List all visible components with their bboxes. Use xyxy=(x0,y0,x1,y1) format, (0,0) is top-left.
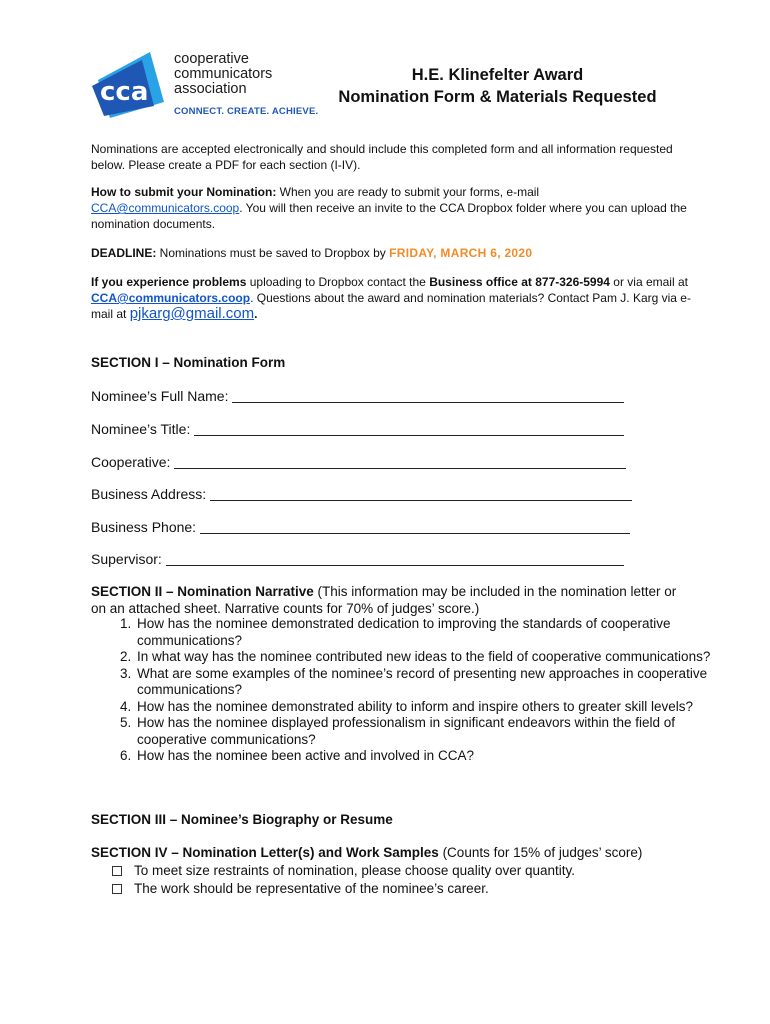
page-title xyxy=(320,64,675,108)
deadline-text: Nominations must be saved to Dropbox by xyxy=(156,246,390,260)
problems-text: uploading to Dropbox contact the xyxy=(246,275,430,289)
deadline-label: DEADLINE: xyxy=(91,246,157,260)
checklist-text: To meet size restraints of nomination, please choose quality over quantity. xyxy=(134,863,575,878)
deadline-paragraph xyxy=(91,245,691,261)
logo-tagline: CONNECT. CREATE. ACHIEVE. xyxy=(174,106,319,117)
section-3-title: SECTION III – Nominee’s Biography or Resume xyxy=(91,812,393,827)
problems-text: or via email at xyxy=(609,275,688,289)
list-item: 4. How has the nominee demonstrated ability to inform and inspire others to greater skill levels? xyxy=(135,699,735,716)
field-business-address[interactable] xyxy=(91,486,632,502)
problems-label: If you experience problems xyxy=(91,275,247,289)
field-blank-line[interactable] xyxy=(166,564,624,566)
section-2-title: SECTION II – Nomination Narrative xyxy=(91,584,314,599)
logo-line: communicators xyxy=(174,66,273,82)
section-1-title: SECTION I – Nomination Form xyxy=(91,355,286,370)
list-item: 2. In what way has the nominee contributed new ideas to the field of cooperative communications? xyxy=(135,649,735,666)
logo-brand: cca xyxy=(100,77,149,107)
cca-logo xyxy=(92,48,322,120)
field-supervisor[interactable] xyxy=(91,551,624,567)
section-4-intro xyxy=(91,845,691,862)
field-cooperative[interactable] xyxy=(91,454,626,470)
pjkarg-email-link[interactable]: pjkarg@gmail.com xyxy=(129,305,255,322)
field-blank-line[interactable] xyxy=(232,401,624,403)
section-2-intro xyxy=(91,584,691,617)
section-2-note: (This information may be included in the nomination letter or on an attached sheet. Narrative counts for 70% of judges’ score.) xyxy=(91,584,677,616)
field-label: Nominee’s Full Name: xyxy=(91,388,229,404)
submit-label: How to submit your Nomination: xyxy=(91,185,277,199)
section-4-title: SECTION IV – Nomination Letter(s) and Work Samples xyxy=(91,845,439,860)
field-label: Business Address: xyxy=(91,486,207,502)
field-title[interactable] xyxy=(91,421,624,437)
narrative-questions-list xyxy=(91,616,735,765)
checkbox[interactable] xyxy=(112,866,122,876)
field-blank-line[interactable] xyxy=(200,532,630,534)
logo-line: association xyxy=(174,81,247,97)
section-4-checklist xyxy=(112,862,575,898)
field-label: Cooperative: xyxy=(91,454,171,470)
field-business-phone[interactable] xyxy=(91,519,630,535)
cca-email-link-2[interactable]: CCA@communicators.coop xyxy=(91,291,251,305)
field-label: Business Phone: xyxy=(91,519,197,535)
logo-name xyxy=(174,52,272,97)
field-blank-line[interactable] xyxy=(210,499,632,501)
checkbox[interactable] xyxy=(112,884,122,894)
intro-paragraph: Nominations are accepted electronically and should include this completed form and all information requested below. Please create a PDF for each section (I-IV). xyxy=(91,142,673,172)
problems-paragraph xyxy=(91,274,691,322)
logo-line: cooperative xyxy=(174,51,249,67)
checklist-text: The work should be representative of the nominee’s career. xyxy=(134,881,489,896)
submit-text: . You will then receive an invite to the CCA Dropbox folder where you can upload the nomination documents. xyxy=(91,201,687,231)
list-item: 6. How has the nominee been active and involved in CCA? xyxy=(135,748,735,765)
checklist-item xyxy=(112,880,575,898)
field-label: Nominee’s Title: xyxy=(91,421,191,437)
title-line-1: H.E. Klinefelter Award xyxy=(411,66,584,84)
submit-paragraph xyxy=(91,184,691,232)
section-4-note: (Counts for 15% of judges’ score) xyxy=(438,845,643,860)
field-blank-line[interactable] xyxy=(194,434,624,436)
business-office: Business office at 877-326-5994 xyxy=(429,275,610,289)
list-item: 5. How has the nominee displayed professionalism in significant endeavors within the field of cooperative communications? xyxy=(135,715,735,748)
field-full-name[interactable] xyxy=(91,388,624,404)
field-blank-line[interactable] xyxy=(174,467,626,469)
cca-logo-mark-icon xyxy=(92,50,168,118)
field-label: Supervisor: xyxy=(91,551,162,567)
checklist-item xyxy=(112,862,575,880)
deadline-date: FRIDAY, MARCH 6, 2020 xyxy=(389,246,533,260)
title-line-2: Nomination Form & Materials Requested xyxy=(338,88,657,106)
problems-text: . Questions about the award and nomination materials? Contact Pam J. Karg via e-mail at xyxy=(91,291,691,321)
list-item: 1. How has the nominee demonstrated dedication to improving the standards of cooperative communications? xyxy=(135,616,735,649)
cca-email-link[interactable]: CCA@communicators.coop xyxy=(91,201,240,215)
problems-end: . xyxy=(254,307,258,321)
submit-text: When you are ready to submit your forms, e-mail xyxy=(276,185,540,199)
list-item: 3. What are some examples of the nominee’s record of presenting new approaches in cooperative communications? xyxy=(135,666,735,699)
